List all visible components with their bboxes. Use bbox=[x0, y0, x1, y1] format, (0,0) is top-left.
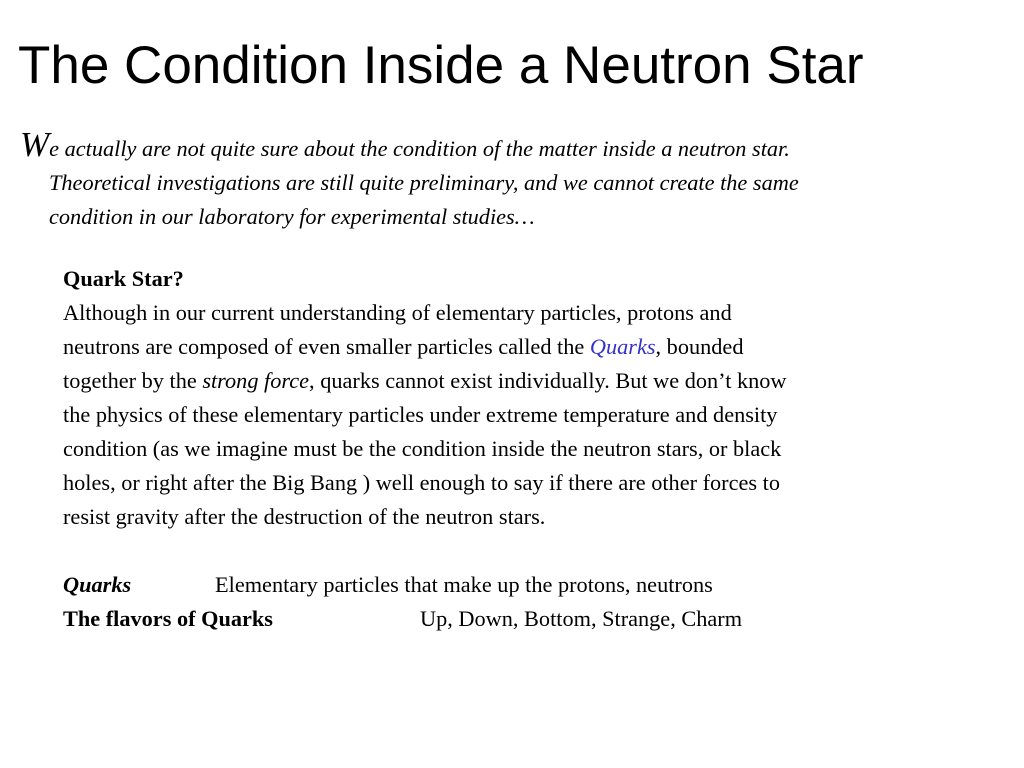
intro-line-3: condition in our laboratory for experimental studies… bbox=[49, 204, 535, 229]
definition-row-flavors bbox=[63, 602, 1013, 636]
section-line-7: resist gravity after the destruction of the neutron stars. bbox=[63, 504, 546, 529]
intro-paragraph bbox=[20, 125, 1019, 234]
section-line-3 bbox=[63, 364, 1013, 398]
section-line-3-after: , quarks cannot exist individually. But we don’t know bbox=[309, 368, 787, 393]
intro-dropcap: W bbox=[20, 125, 50, 164]
intro-line-1-text: e actually are not quite sure about the condition of the matter inside a neutron star. bbox=[49, 136, 790, 161]
section-line-5: condition (as we imagine must be the condition inside the neutron stars, or black bbox=[63, 436, 782, 461]
intro-line-2: Theoretical investigations are still quite preliminary, and we cannot create the same bbox=[49, 170, 799, 195]
definition-text-quarks: Elementary particles that make up the protons, neutrons bbox=[215, 572, 713, 597]
intro-line-1 bbox=[20, 125, 1019, 166]
definition-term-flavors: The flavors of Quarks bbox=[63, 606, 273, 631]
spacer bbox=[63, 534, 1013, 568]
section-line-6: holes, or right after the Big Bang ) well enough to say if there are other forces to bbox=[63, 470, 780, 495]
definition-text-flavors: Up, Down, Bottom, Strange, Charm bbox=[420, 606, 743, 631]
definition-term-quarks: Quarks bbox=[63, 572, 132, 597]
section-line-2-after: , bounded bbox=[655, 334, 744, 359]
strong-force-text: strong force bbox=[202, 368, 310, 393]
slide-title: The Condition Inside a Neutron Star bbox=[18, 36, 864, 95]
quark-star-section bbox=[63, 262, 1013, 636]
section-line-2-before: neutrons are composed of even smaller particles called the bbox=[63, 334, 590, 359]
section-heading: Quark Star? bbox=[63, 266, 184, 291]
section-line-3-before: together by the bbox=[63, 368, 203, 393]
section-line-1: Although in our current understanding of elementary particles, protons and bbox=[63, 300, 732, 325]
quarks-link[interactable]: Quarks bbox=[589, 334, 656, 359]
section-line-4: the physics of these elementary particles under extreme temperature and density bbox=[63, 402, 778, 427]
section-line-2 bbox=[63, 330, 1013, 364]
definition-row-quarks bbox=[63, 568, 1013, 602]
